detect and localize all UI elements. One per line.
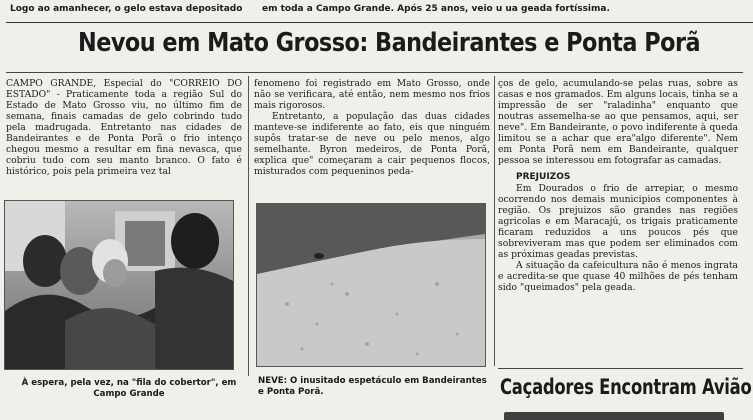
- second-headline: Caçadores Encontram Avião: [500, 375, 752, 399]
- second-headline-cut-off: [504, 408, 744, 420]
- article-column-1: [6, 78, 242, 193]
- article-column-2: [254, 78, 490, 193]
- photo-snow-image: [257, 204, 485, 366]
- top-strip: [0, 4, 753, 18]
- photo1-caption: À espera, pela vez, na "fila do cobertor", em Campo Grande: [21, 378, 237, 399]
- column2-paragraph-2: Entretanto, a população das duas cidades manteve-se indiferente ao fato, eis que ninguém supôs tratar-se de neve ou pelo menos, algo semelhante. Byron medeiros, de Ponta Porã, explica que" começaram a cair pequenos flocos, misturados com pequeninos peda-: [254, 111, 490, 177]
- photo-blanket-line-image: [5, 201, 233, 369]
- second-article-rule: [498, 368, 743, 369]
- column-divider-2: [494, 76, 495, 366]
- column2-paragraph-1: fenomeno foi registrado em Mato Grosso, onde não se verificara, até então, nem mesmo nos frios mais rigorosos.: [254, 78, 490, 111]
- article-column-3: [498, 78, 738, 362]
- main-headline: Nevou em Mato Grosso: Bandeirantes e Ponta Porã: [78, 28, 701, 58]
- photo-snow: [256, 203, 486, 367]
- photo-blanket-line: [4, 200, 234, 370]
- column3-paragraph-3: A situação da cafeicultura não é menos ingrata e acredita-se que quase 40 milhões de pés tenham sido "queimados" pela geada.: [498, 260, 738, 293]
- top-strip-right: em toda a Campo Grande. Após 25 anos, veio u ua geada fortíssima.: [262, 4, 610, 14]
- headline-rule: [6, 72, 743, 73]
- top-strip-left: Logo ao amanhecer, o gelo estava depositado: [10, 4, 243, 14]
- column3-paragraph-1: ços de gelo, acumulando-se pelas ruas, sobre as casas e nos gramados. Em alguns locais, tinha se a impressão de ser "raladinha" enquanto que noutras assemelha-se ao que pensamos, aqui, ser neve". Em Bandeirante, o povo indiferente à queda limitou se a achar que era"algo diferente". Nem em Ponta Porã nem em Bandeirante, qualquer pessoa se interessou em fotografar as camadas.: [498, 78, 738, 166]
- column1-paragraph-1: CAMPO GRANDE, Especial do "CORREIO DO ESTADO" - Praticamente toda a região Sul do Estado de Mato Grosso viu, no último fim de semana, finais camadas de gelo cobrindo tudo pela madrugada. Entretanto nas cidades de Bandeirantes e de Ponta Porã o frio intenço chegou mesmo a resultar em fina nevasca, que cobriu tudo com seu manto branco. O fato é histórico, pois pela primeira vez tal: [6, 78, 242, 177]
- prejuizos-subhead: PREJUIZOS: [516, 172, 571, 182]
- column-divider-1: [248, 76, 249, 376]
- photo2-caption: NEVE: O inusitado espetáculo em Bandeirantes e Ponta Porã.: [258, 376, 487, 397]
- top-rule: [6, 22, 753, 23]
- column3-paragraph-2: Em Dourados o frio de arrepiar, o mesmo ocorrendo nos demais municipios componentes à região. Os prejuizos são grandes nas regiões agricolas e em Maracajú, os trigais praticamente ficaram reduzidos a uns poucos pés que sobreviveram mas que podem ser eliminados com as próximas geadas previstas.: [498, 183, 738, 260]
